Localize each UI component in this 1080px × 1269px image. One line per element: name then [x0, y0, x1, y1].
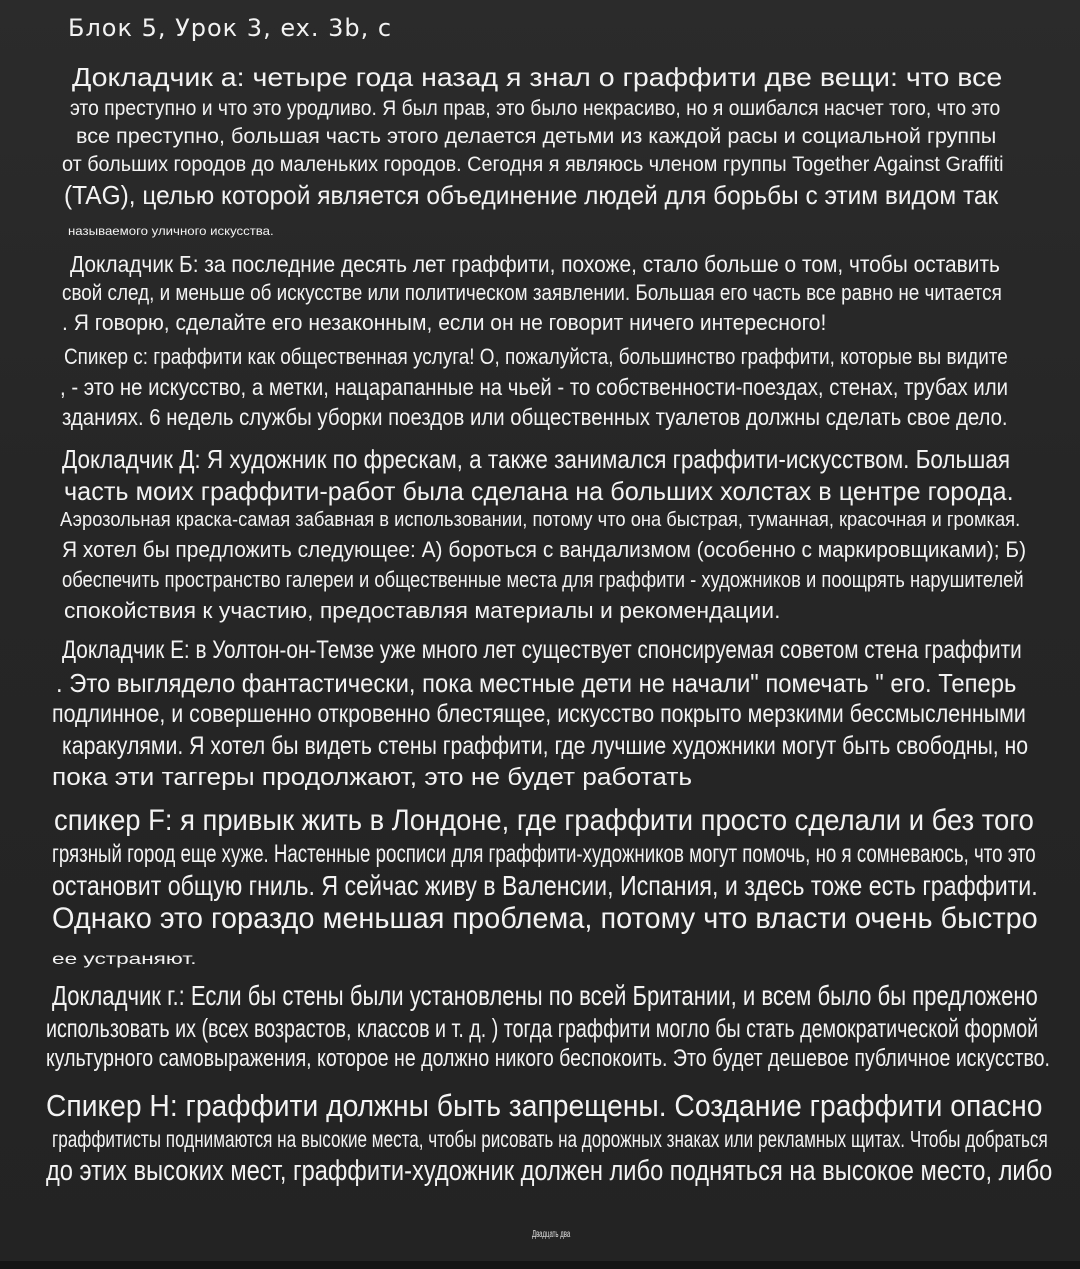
page-title: Блок 5, Урок 3, ex. 3b, c [68, 14, 393, 42]
bottom-edge [0, 1261, 1080, 1269]
text-line: граффитисты поднимаются на высокие места, чтобы рисовать на дорожных знаках или рекламных щитах. Чтобы добраться [52, 1126, 1048, 1152]
page-number: Двадцать два [532, 1229, 571, 1240]
text-line: часть моих граффити-работ была сделана на больших холстах в центре города. [64, 476, 1014, 506]
text-line: . Это выглядело фантастически, пока местные дети не начали" помечать " его. Теперь [56, 668, 1017, 698]
text-line: каракулями. Я хотел бы видеть стены граффити, где лучшие художники могут быть свободны, но [62, 732, 1029, 760]
text-line: (TAG), целью которой является объединение людей для борьбы с этим видом так [64, 180, 999, 210]
text-line: грязный город еще хуже. Настенные росписи для граффити-художников могут помочь, но я сомневаюсь, что это [52, 840, 1036, 868]
text-line: Докладчик г.: Если бы стены были установлены по всей Британии, и всем было бы предложено [52, 980, 1038, 1011]
text-line: Я хотел бы предложить следующее: А) бороться с вандализмом (особенно с маркировщиками); Б) [62, 537, 1027, 562]
text-line: спикер F: я привык жить в Лондоне, где граффити просто сделали и без того [54, 804, 1034, 837]
text-line: Докладчик Е: в Уолтон-он-Темзе уже много лет существует спонсируемая советом стена граффити [62, 636, 1022, 664]
text-line: свой след, и меньше об искусстве или политическом заявлении. Большая его часть все равно не читается [62, 280, 1002, 305]
text-line: . Я говорю, сделайте его незаконным, если он не говорит ничего интересного! [62, 310, 827, 335]
text-line: ее устраняют. [52, 951, 197, 968]
text-line: это преступно и что это уродливо. Я был прав, это было некрасиво, но я ошибался насчет того, что это [70, 97, 1001, 120]
text-line: Однако это гораздо меньшая проблема, потому что власти очень быстро [52, 902, 1038, 935]
text-line: Спикер с: граффити как общественная услуга! О, пожалуйста, большинство граффити, которые вы видите [64, 344, 1008, 369]
text-line: Докладчик Б: за последние десять лет граффити, похоже, стало больше о том, чтобы оставить [70, 251, 1000, 277]
text-line: подлинное, и совершенно откровенно блестящее, искусство покрыто мерзкими бессмысленными [52, 700, 1026, 728]
text-line: культурного самовыражения, которое не должно никого беспокоить. Это будет дешевое публичное искусство. [46, 1045, 1050, 1072]
text-line: от больших городов до маленьких городов. Сегодня я являюсь членом группы Together Against Graffiti [62, 153, 1004, 176]
text-line: называемого уличного искусства. [68, 224, 274, 238]
text-line: Аэрозольная краска-самая забавная в использовании, потому что она быстрая, туманная, красочная и громкая. [60, 509, 1021, 531]
text-line: пока эти таггеры продолжают, это не будет работать [52, 764, 693, 791]
text-line: остановит общую гниль. Я сейчас живу в Валенсии, Испания, и здесь тоже есть граффити. [52, 870, 1038, 901]
text-line: использовать их (всех возрастов, классов и т. д. ) тогда граффити могло бы стать демократической формой [46, 1013, 1039, 1043]
text-line: Спикер Н: граффити должны быть запрещены. Создание граффити опасно [46, 1088, 1043, 1123]
text-line: все преступно, большая часть этого делается детьми из каждой расы и социальной группы [76, 125, 997, 148]
text-line: , - это не искусство, а метки, нацарапанные на чьей - то собственности-поездах, стенах, трубах или [60, 374, 1009, 400]
text-line: зданиях. 6 недель службы уборки поездов или общественных туалетов должны сделать свое дело. [62, 404, 1008, 430]
text-line: Докладчик Д: Я художник по фрескам, а также занимался граффити-искусством. Большая [62, 444, 1011, 474]
text-line: до этих высоких мест, граффити-художник должен либо подняться на высокое место, либо [46, 1155, 1053, 1187]
text-line: обеспечить пространство галереи и общественные места для граффити - художников и поощрять нарушителей [62, 567, 1024, 592]
text-line: спокойствия к участию, предоставляя материалы и рекомендации. [64, 598, 781, 623]
text-line: Докладчик а: четыре года назад я знал о граффити две вещи: что все [72, 62, 1003, 92]
